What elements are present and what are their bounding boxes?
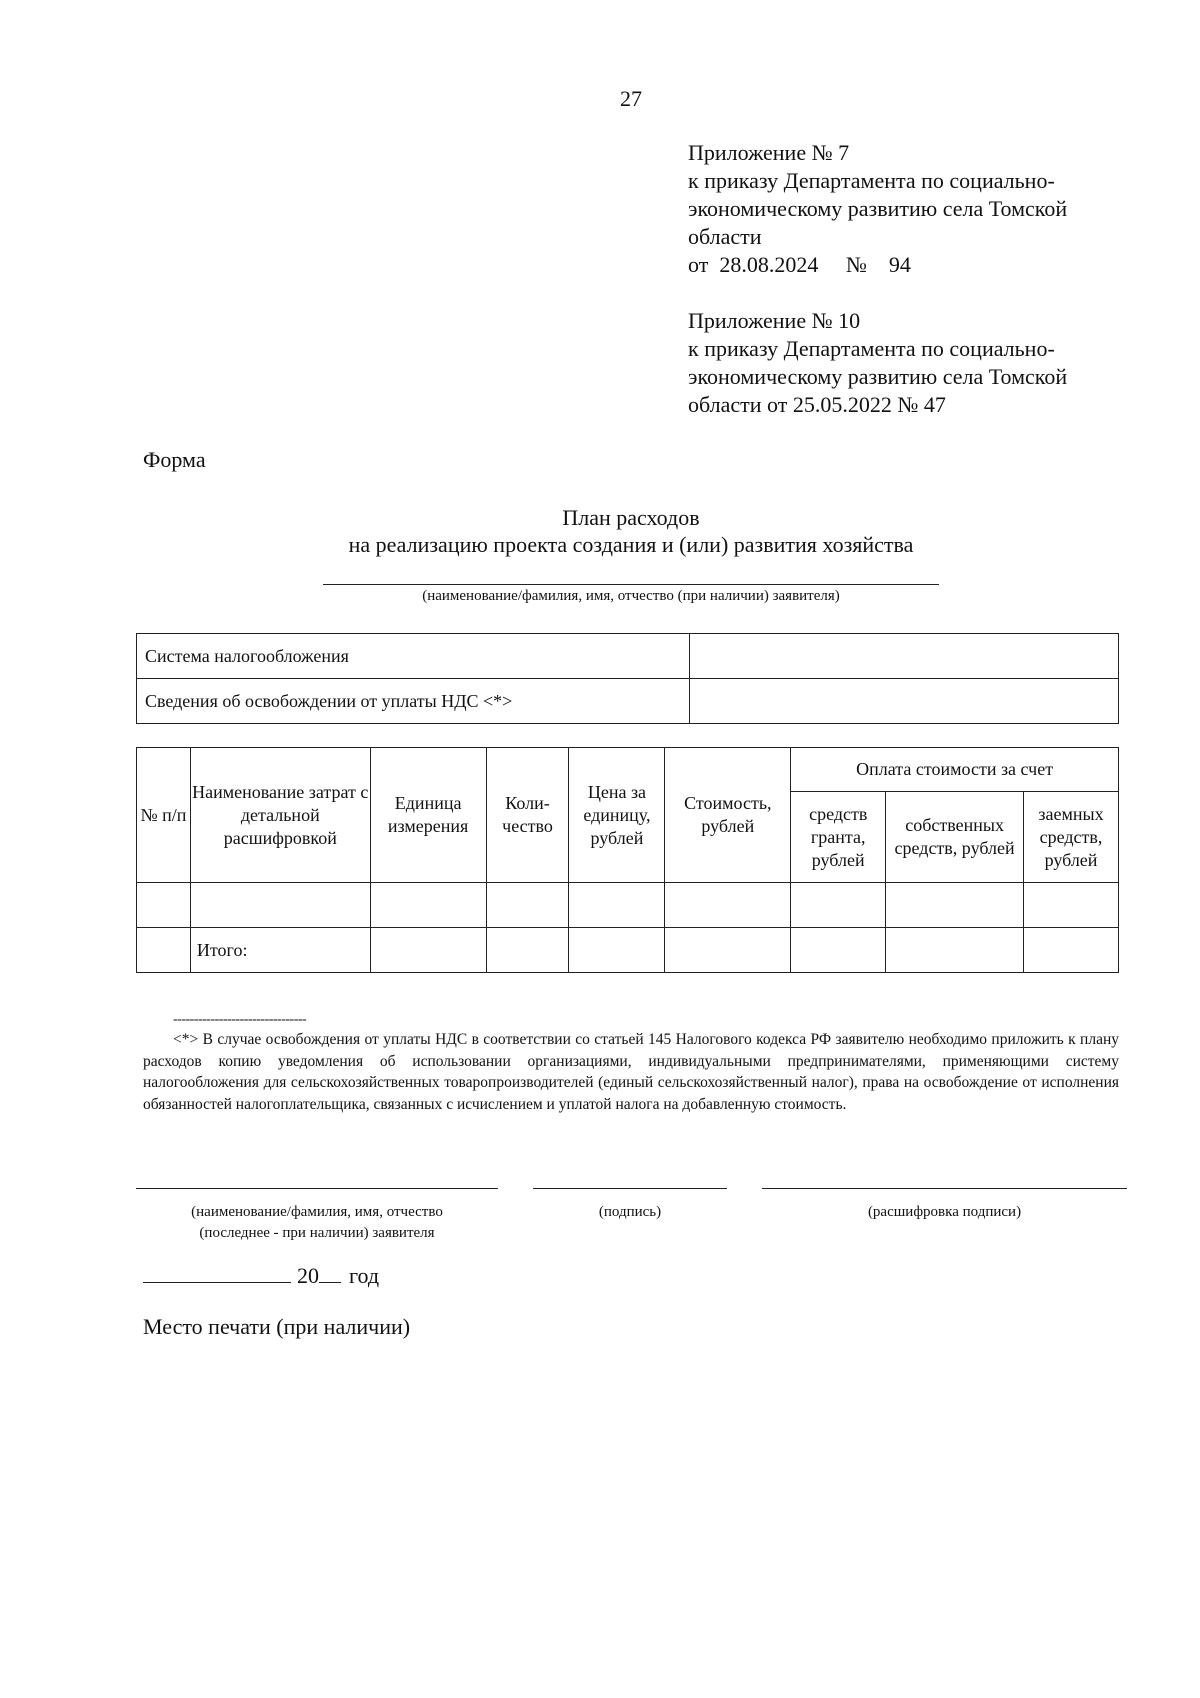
applicant-name-line[interactable] [323,584,939,585]
header-quantity: Коли-чество [486,748,569,883]
form-label: Форма [143,447,206,472]
header-unit: Единица измерения [370,748,486,883]
applicant-name-caption-line1: (наименование/фамилия, имя, отчество [191,1204,443,1220]
header-grant: средств гранта, рублей [791,792,886,883]
cell-grant[interactable] [791,883,886,928]
appendix-10-line4: области от 25.05.2022 № 47 [688,392,946,417]
document-subtitle: на реализацию проекта создания и (или) развития хозяйства [348,532,914,557]
appendix-7-number: 94 [888,252,911,277]
cell-unit[interactable] [370,928,486,973]
cell-cost-total[interactable] [665,928,791,973]
cell-cost[interactable] [665,883,791,928]
table-row-total [137,928,1119,973]
header-loan-funds: заемных средств, рублей [1024,792,1119,883]
signature-caption: (подпись) [598,1204,662,1220]
cell-name[interactable] [190,883,370,928]
appendix-7-line3: экономическому развитию села Томской [688,196,1068,221]
appendix-10-line2: к приказу Департамента по социально- [688,336,1055,361]
appendix-7-line2: к приказу Департамента по социально- [688,168,1055,193]
cell-own-funds-total[interactable] [886,928,1024,973]
expense-plan-table [136,747,1119,973]
signature-decode-caption: (расшифровка подписи) [867,1204,1022,1220]
total-label: Итого: [190,928,370,973]
header-own-funds: собственных средств, рублей [886,792,1024,883]
signature-line[interactable] [533,1188,727,1189]
cell-loan-funds-total[interactable] [1024,928,1119,973]
page-number: 27 [620,86,642,111]
appendix-7-date: 28.08.2024 [719,252,819,277]
cell-loan-funds[interactable] [1024,883,1119,928]
year-prefix: 20 [297,1263,319,1288]
appendix-10-line3: экономическому развитию села Томской [688,364,1068,389]
number-sign: № [845,252,867,277]
appendix-7-line4: области [688,224,762,249]
applicant-signature-name-line[interactable] [136,1188,498,1189]
appendix-7-block [688,139,1067,279]
cell-grant-total[interactable] [791,928,886,973]
appendix-10-block [688,307,1067,419]
date-blank-field[interactable] [143,1262,291,1283]
vat-exemption-value-cell[interactable] [690,679,1119,724]
footnote-body: <*> В случае освобождения от уплаты НДС в соответствии со статьей 145 Налогового кодекса РФ заявителю необходимо приложить к плану расходов копию уведомления об использовании организациями, индивидуальными предпринимателями, применяющими систему налогообложения для сельскохозяйственных товаропроизводителей (единый сельскохозяйственный налог), права на освобождение от исполнения обязанностей налогоплательщика, связанных с исчислением и уплатой налога на добавленную стоимость. [143,1031,1119,1113]
cell-price[interactable] [569,928,665,973]
table-row [137,883,1119,928]
date-year-line [143,1262,379,1289]
applicant-name-caption-line2: (последнее - при наличии) заявителя [199,1225,435,1241]
date-prefix: от [688,252,709,277]
signature-decode-line[interactable] [762,1188,1127,1189]
cell-price[interactable] [569,883,665,928]
footnote-text [143,1029,1119,1115]
tax-system-value-cell[interactable] [690,634,1119,679]
tax-info-table [136,633,1119,724]
footnote-separator: -------------------------------- [173,1012,307,1027]
header-cost: Стоимость, рублей [665,748,791,883]
year-blank-field[interactable] [319,1262,341,1283]
cell-quantity[interactable] [486,928,569,973]
table-row [137,679,1119,724]
tax-system-label: Система налогообложения [137,634,690,679]
document-title: План расходов [562,505,700,530]
applicant-caption: (наименование/фамилия, имя, отчество (при наличии) заявителя) [422,588,840,604]
stamp-place-label: Место печати (при наличии) [143,1314,411,1339]
vat-exemption-label: Сведения об освобождении от уплаты НДС <*> [137,679,690,724]
appendix-7-title: Приложение № 7 [688,140,850,165]
header-name: Наименование затрат с детальной расшифровкой [190,748,370,883]
cell-num[interactable] [137,928,191,973]
applicant-name-caption [136,1202,498,1244]
appendix-10-title: Приложение № 10 [688,308,861,333]
header-num: № п/п [137,748,191,883]
appendix-7-date-line [688,251,1067,279]
table-row [137,634,1119,679]
header-payment-group: Оплата стоимости за счет [791,748,1119,792]
cell-num[interactable] [137,883,191,928]
cell-own-funds[interactable] [886,883,1024,928]
table-header-row [137,748,1119,792]
year-word: год [349,1263,380,1288]
cell-unit[interactable] [370,883,486,928]
header-price: Цена за единицу, рублей [569,748,665,883]
cell-quantity[interactable] [486,883,569,928]
